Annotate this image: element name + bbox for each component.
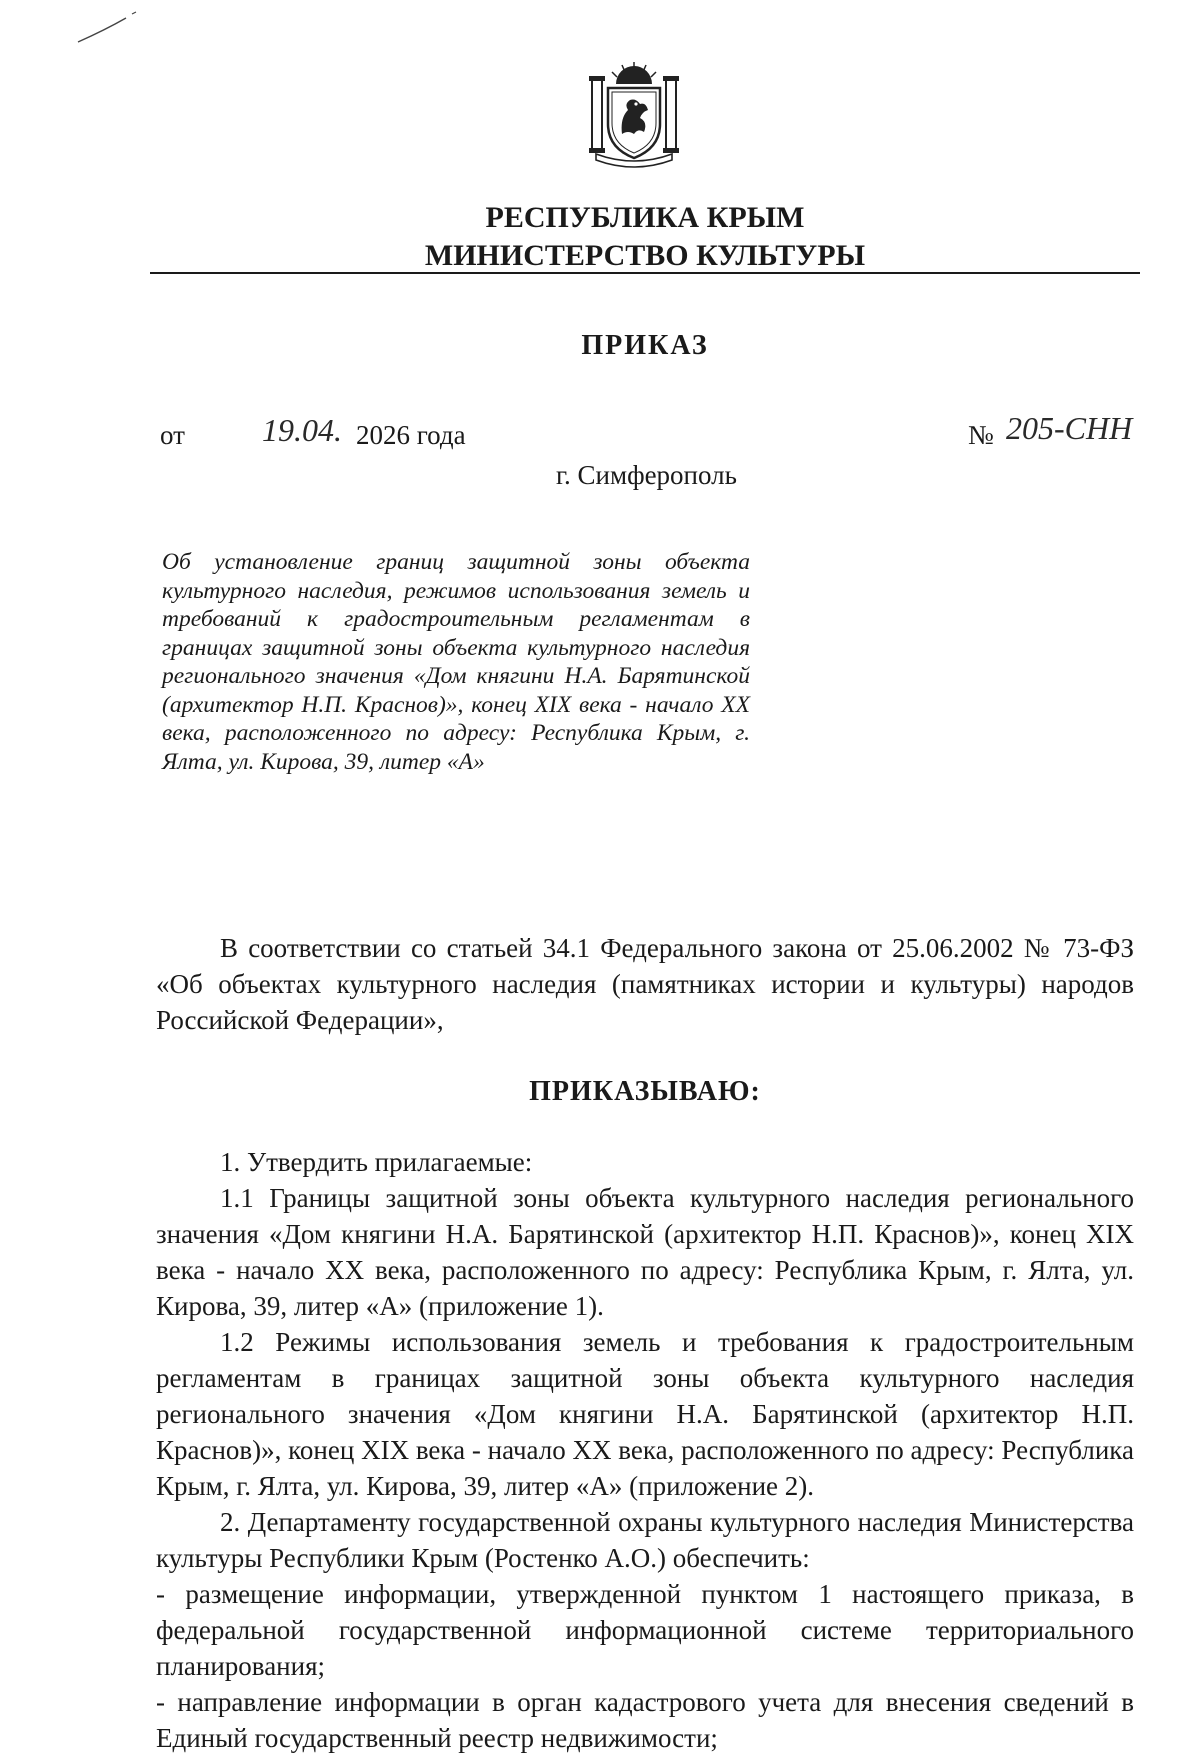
ministry-title: МИНИСТЕРСТВО КУЛЬТУРЫ <box>424 239 866 272</box>
header-divider <box>150 272 1140 274</box>
pen-stroke-mark-icon <box>76 6 146 46</box>
number-prefix: № <box>968 420 994 450</box>
item-2: 2. Департаменту государственной охраны культурного наследия Министерства культуры Республики Крым (Ростенко А.О.) обеспечить: <box>156 1507 1134 1573</box>
item-2-bullet-1: - размещение информации, утвержденной пунктом 1 настоящего приказа, в федеральной государственной информационной системе территориального планирования; <box>156 1579 1134 1681</box>
item-2-bullet-2: - направление информации в орган кадастрового учета для внесения сведений в Единый государственный реестр недвижимости; <box>156 1687 1134 1753</box>
date-prefix: от <box>160 420 185 450</box>
order-subject: Об установление границ защитной зоны объекта культурного наследия, режимов использования земель и требований к градостроительным регламентам в границах защитной зоны объекта культурного наследия регионального значения «Дом княгини Н.А. Барятинской (архитектор Н.П. Краснов)», конец XIX века - начало XX века, расположенного по адресу: Республика Крым, г. Ялта, ул. Кирова, 39, литер «А» <box>162 549 750 775</box>
item-1-1: 1.1 Границы защитной зоны объекта культурного наследия регионального значения «Дом княгини Н.А. Барятинской (архитектор Н.П. Краснов)», конец XIX века - начало XX века, расположенного по адресу: Республика Крым, г. Ялта, ул. Кирова, 39, литер «А» (приложение 1). <box>156 1183 1134 1321</box>
handwritten-order-number: 205-СНН <box>1006 410 1133 446</box>
item-1-2: 1.2 Режимы использования земель и требования к градостроительным регламентам в границах защитной зоны объекта культурного наследия регионального значения «Дом княгини Н.А. Барятинской (архитектор Н.П. Краснов)», конец XIX века - начало XX века, расположенного по адресу: Республика Крым, г. Ялта, ул. Кирова, 39, литер «А» (приложение 2). <box>156 1327 1134 1501</box>
document-type-title: ПРИКАЗ <box>581 330 709 361</box>
order-body <box>156 930 1134 1756</box>
date-year: 2026 года <box>356 420 466 450</box>
republic-title: РЕСПУБЛИКА КРЫМ <box>485 201 805 234</box>
handwritten-date: 19.04. <box>262 412 342 448</box>
preamble-paragraph: В соответствии со статьей 34.1 Федерального закона от 25.06.2002 № 73-ФЗ «Об объектах культурного наследия (памятниках истории и культуры) народов Российской Федерации», <box>156 933 1134 1035</box>
item-1: 1. Утвердить прилагаемые: <box>220 1147 533 1177</box>
crimea-coat-of-arms-icon <box>578 58 690 170</box>
command-heading: ПРИКАЗЫВАЮ: <box>529 1076 761 1107</box>
city-label: г. Симферополь <box>556 460 737 490</box>
